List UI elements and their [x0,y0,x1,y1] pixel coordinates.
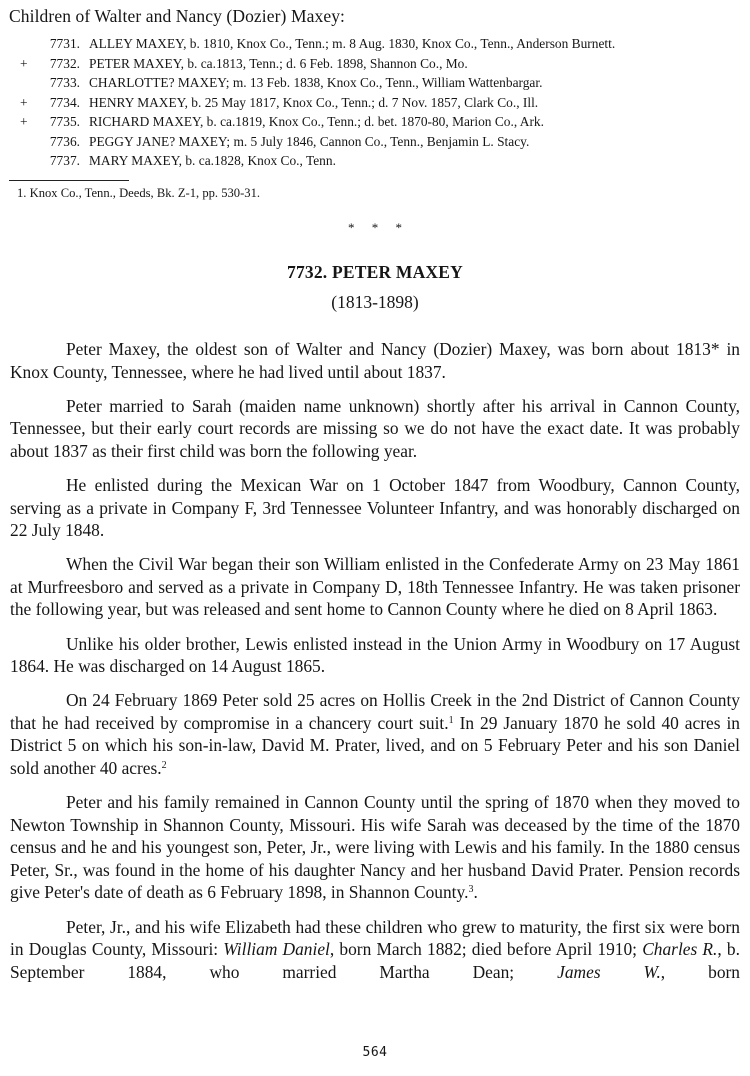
child-number: 7731. [49,36,80,51]
footnote-ref: 2 [161,760,167,771]
footnote-divider [9,180,129,181]
paragraph-text: , b. September 1884, who married Martha Dean; [10,939,740,982]
child-entry [0,93,750,113]
child-number: 7736. [49,133,80,149]
paragraph: When the Civil War began their son William enlisted in the Confederate Army on 23 May 1861 at Murfreesboro and served as a private in Company D, 18th Tennessee Infantry. He was taken prisoner the following year, but was released and sent home to Cannon County where he died on 8 April 1863. [10,554,740,620]
footnote: 1. Knox Co., Tenn., Deeds, Bk. Z-1, pp. 530-31. [17,186,261,200]
child-number: 7737. [49,153,80,168]
paragraph: Peter Maxey, the oldest son of Walter and Nancy (Dozier) Maxey, was born about 1813* in Knox County, Tennessee, where he had lived until about 1837. [10,339,740,382]
children-intro-heading: Children of Walter and Nancy (Dozier) Maxey: [9,6,346,26]
paragraph-text: On 24 February 1869 Peter sold 25 acres on Hollis Creek in the 2nd District of Cannon County that he had received by compromise in a chancery court suit. [10,690,740,733]
paragraph-text: Peter and his family remained in Cannon County until the spring of 1870 when they moved to Newton Township in Shannon County, Missouri. His wife Sarah was deceased by the time of the 1870 census and he and his youngest son, Peter, Jr., were living with Lewis and his family. In the 1880 census Peter, Sr., was found in the home of his daughter Nancy and her husband David Prater. Pension records give Peter's date of death as 6 February 1898, in Shannon County. [10,792,740,903]
paragraph-text: , born [660,961,740,982]
child-number: 7734. [49,94,80,110]
paragraph-text: Peter, Jr., and his wife Elizabeth had these children who grew to maturity, the first six were born in Douglas County, Missouri: [10,916,740,960]
child-number: 7732. [49,55,80,71]
section-separator: * * * [348,220,409,235]
paragraph-text: In 29 January 1870 he sold 40 acres in District 5 on which his son-in-law, David M. Prater, lived, and on 5 February Peter and his son Daniel sold another 40 acres. [10,712,740,778]
child-text: RICHARD MAXEY, b. ca.1819, Knox Co., Tenn.; d. bet. 1870-80, Marion Co., Ark. [89,114,544,129]
child-text: PETER MAXEY, b. ca.1813, Tenn.; d. 6 Feb. 1898, Shannon Co., Mo. [89,55,468,71]
child-entry [0,132,750,152]
has-descendants-marker: + [20,94,28,110]
child-number: 7733. [49,75,80,90]
children-list [0,34,750,171]
child-entry [0,54,750,74]
footnote-ref: 1 [448,714,454,726]
has-descendants-marker: + [20,114,28,129]
child-text: ALLEY MAXEY, b. 1810, Knox Co., Tenn.; m. 8 Aug. 1830, Knox Co., Tenn., Anderson Burnett. [89,36,616,51]
paragraph-text: . [473,882,478,903]
section-title: 7732. PETER MAXEY [287,262,463,282]
child-name: Charles R. [642,939,718,960]
child-entry [0,34,750,54]
paragraph-text: , born March 1882; died before April 1910; [329,939,643,960]
child-text: PEGGY JANE? MAXEY; m. 5 July 1846, Cannon Co., Tenn., Benjamin L. Stacy. [89,133,530,149]
paragraph: Unlike his older brother, Lewis enlisted instead in the Union Army in Woodbury on 17 August 1864. He was discharged on 14 August 1865. [10,633,740,677]
child-name: James W. [557,961,661,982]
child-text: HENRY MAXEY, b. 25 May 1817, Knox Co., Tenn.; d. 7 Nov. 1857, Clark Co., Ill. [89,94,539,110]
paragraph [10,689,740,779]
page-number: 564 [362,1045,388,1060]
footnote-ref: 3 [468,884,474,896]
paragraph [10,916,740,984]
section-subtitle: (1813-1898) [331,292,419,312]
child-entry [0,112,750,132]
paragraph: He enlisted during the Mexican War on 1 October 1847 from Woodbury, Cannon County, serving as a private in Company F, 3rd Tennessee Volunteer Infantry, and was honorably discharged on 22 July 1848. [10,474,740,541]
child-entry [0,73,750,93]
paragraph: Peter married to Sarah (maiden name unknown) shortly after his arrival in Cannon County, Tennessee, but their early court records are missing so we do not have the exact date. It was probably about 1837 as their first child was born the following year. [10,395,740,461]
biography-body [10,338,740,995]
child-text: CHARLOTTE? MAXEY; m. 13 Feb. 1838, Knox Co., Tenn., William Wattenbargar. [89,75,543,90]
child-entry [0,151,750,171]
has-descendants-marker: + [20,55,28,71]
child-name: William Daniel [223,939,330,960]
child-text: MARY MAXEY, b. ca.1828, Knox Co., Tenn. [89,153,336,168]
paragraph [10,791,740,904]
child-number: 7735. [49,114,80,129]
